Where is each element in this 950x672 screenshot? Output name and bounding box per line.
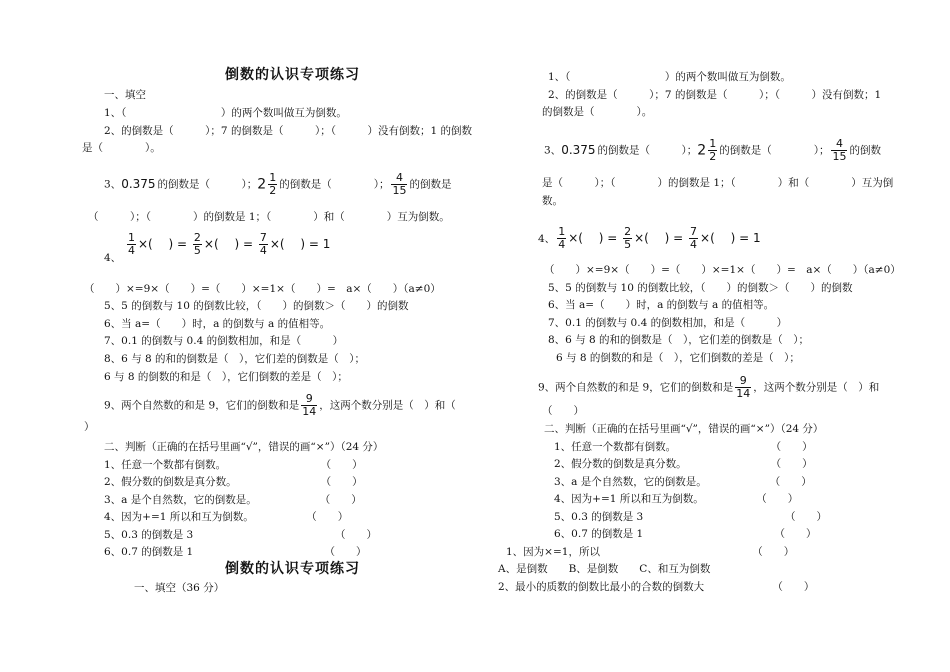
numerator: 1: [128, 231, 135, 244]
denominator: 5: [624, 238, 632, 251]
question-text: 的倒数: [849, 144, 881, 157]
fraction: [557, 226, 566, 251]
question-6: 6、当 a=（ ）时，a 的倒数与 a 的值相等。: [548, 299, 775, 311]
numerator: 4: [835, 137, 843, 150]
fraction: [268, 172, 277, 197]
section-fill-blank-36: 一、填空（36 分）: [134, 582, 225, 594]
fraction: [689, 226, 698, 251]
question-3-cont: （ ）；（ ）的倒数是 1；（ ）和（ ）互为倒数。: [88, 211, 450, 223]
fraction: [193, 232, 202, 257]
numerator: 7: [259, 231, 267, 244]
question-text: 的倒数是（ ）；: [597, 144, 698, 157]
mixed-whole: 2: [697, 142, 707, 159]
question-text: 的倒数是（ ）；: [719, 144, 830, 157]
judge-5: 5、0.3 的倒数是 3 （ ）: [104, 529, 377, 541]
denominator: 4: [128, 244, 135, 257]
question-text: 9、两个自然数的和是 9，它们的倒数和是: [104, 399, 300, 412]
question-text: 的倒数是（ ）；: [279, 178, 390, 191]
equation-text: ×( ) = 1: [700, 231, 761, 245]
fraction: [623, 226, 632, 251]
fraction: [127, 232, 136, 257]
question-3-cont: 是（ ）；（ ）的倒数是 1；（ ）和（ ）互为倒: [542, 177, 894, 189]
judge-1: 1、任意一个数都有倒数。 （ ）: [554, 441, 813, 453]
question-4-equation: [538, 226, 761, 251]
question-3: [104, 172, 451, 197]
worksheet-title-repeat: 倒数的认识专项练习: [225, 561, 360, 577]
question-text: 9、两个自然数的和是 9，它们的倒数和是: [538, 381, 734, 394]
question-text: 的倒数是（ ）；: [157, 178, 258, 191]
question-5: 5、5 的倒数与 10 的倒数比较，（ ）的倒数＞（ ）的倒数: [548, 282, 853, 294]
question-4-chain: （ ）×=9×（ ）=（ ）×=1×（ ）= a×（ ）（a≠0）: [544, 264, 901, 276]
question-8-cont: 6 与 8 的倒数的和是（ ），它们倒数的差是（ ）；: [556, 352, 800, 364]
judge-3: 3、a 是个自然数，它的倒数是。 （ ）: [104, 494, 362, 506]
mixed-whole: 2: [257, 176, 267, 193]
question-text: ，这两个数分别是（ ）和: [753, 381, 880, 394]
numerator: 9: [305, 392, 313, 405]
fraction: [259, 232, 268, 257]
question-7: 7、0.1 的倒数与 0.4 的倒数相加，和是（ ）: [548, 317, 788, 329]
question-9: [538, 375, 879, 400]
numerator: 9: [739, 374, 747, 387]
fraction: [831, 138, 847, 163]
judge-6: 6、0.7 的倒数是 1 （ ）: [554, 528, 817, 540]
question-text: 的倒数是: [409, 178, 452, 191]
section-fill-blank: 一、填空: [104, 89, 146, 101]
choice-2: 2、最小的质数的倒数比最小的合数的倒数大 （ ）: [498, 581, 815, 593]
judge-2: 2、假分数的倒数是真分数。 （ ）: [104, 476, 363, 488]
denominator: 4: [690, 238, 698, 251]
question-2-cont: 是（ ）。: [82, 142, 161, 154]
question-3-cont2: 数。: [542, 195, 563, 207]
question-text: ，这两个数分别是（ ）和（: [319, 399, 456, 412]
fraction: [391, 172, 407, 197]
denominator: 2: [709, 150, 717, 163]
question-4-chain: （ ）×=9×（ ）=（ ）×=1×（ ）= a×（ ）（a≠0）: [84, 283, 441, 295]
denominator: 15: [392, 184, 407, 197]
question-3: [544, 138, 881, 163]
judge-2: 2、假分数的倒数是真分数。 （ ）: [554, 458, 813, 470]
equation-text: ×( ) =: [138, 237, 191, 251]
equation: [555, 225, 761, 251]
question-1: 1、（ ）的两个数叫做互为倒数。: [548, 71, 791, 83]
question-5: 5、5 的倒数与 10 的倒数比较，（ ）的倒数＞（ ）的倒数: [104, 300, 409, 312]
question-2: 2、的倒数是（ ）；7 的倒数是（ ）；（ ）没有倒数；1: [548, 89, 882, 101]
judge-4: 4、因为+=1 所以和互为倒数。 （ ）: [554, 493, 799, 505]
question-6: 6、当 a=（ ）时，a 的倒数与 a 的值相等。: [104, 318, 331, 330]
question-1: 1、（ ）的两个数叫做互为倒数。: [104, 107, 347, 119]
denominator: 15: [832, 150, 847, 163]
equation-text: ×( ) =: [568, 231, 622, 245]
question-number: 4、: [538, 233, 556, 245]
worksheet-title: 倒数的认识专项练习: [225, 67, 360, 83]
decimal-value: 0.375: [561, 142, 596, 157]
equation-text: ×( ) =: [634, 231, 688, 245]
numerator: 1: [709, 137, 717, 150]
fraction: [735, 375, 751, 400]
equation-text: ×( ) =: [203, 237, 257, 251]
fraction: [301, 393, 317, 418]
question-2: 2、的倒数是（ ）；7 的倒数是（ ）；（ ）没有倒数；1 的倒数: [104, 125, 472, 137]
numerator: 2: [624, 225, 632, 238]
numerator: 1: [558, 225, 566, 238]
question-9: [104, 393, 456, 418]
question-4-equation: [125, 232, 330, 257]
question-9-cont: （ ）: [542, 405, 584, 417]
choice-1-options: A、是倒数 B、是倒数 C、和互为倒数: [498, 563, 711, 575]
question-number: 3、: [104, 178, 122, 191]
numerator: 7: [690, 225, 698, 238]
question-2-cont: 的倒数是（ ）。: [542, 106, 653, 118]
question-8: 8、6 与 8 的和的倒数是（ ），它们差的倒数是（ ）；: [548, 334, 810, 346]
question-8-cont: 6 与 8 的倒数的和是（ ），它们倒数的差是（ ）；: [104, 371, 348, 383]
judge-1: 1、任意一个数都有倒数。 （ ）: [104, 459, 363, 471]
question-4-label: 4、: [104, 252, 122, 264]
section-true-false: 二、判断（正确的在括号里画“√”，错误的画“×”）（24 分）: [104, 441, 384, 453]
denominator: 4: [259, 244, 267, 257]
judge-5: 5、0.3 的倒数是 3 （ ）: [554, 511, 827, 523]
question-7: 7、0.1 的倒数与 0.4 的倒数相加，和是（ ）: [104, 335, 344, 347]
question-9-cont: ）: [84, 421, 95, 433]
numerator: 4: [395, 171, 403, 184]
decimal-value: 0.375: [121, 176, 156, 191]
question-8: 8、6 与 8 的和的倒数是（ ），它们差的倒数是（ ）；: [104, 353, 366, 365]
section-true-false: 二、判断（正确的在括号里画“√”，错误的画“×”）（24 分）: [544, 423, 824, 435]
denominator: 14: [736, 387, 751, 400]
question-number: 3、: [544, 144, 562, 157]
equation-text: ×( ) = 1: [269, 237, 331, 251]
numerator: 1: [269, 171, 277, 184]
numerator: 2: [193, 231, 201, 244]
fraction: [708, 138, 717, 163]
denominator: 2: [269, 184, 277, 197]
denominator: 4: [558, 238, 566, 251]
judge-3: 3、a 是个自然数，它的倒数是。 （ ）: [554, 476, 812, 488]
choice-1: 1、因为×=1，所以 （ ）: [506, 546, 795, 558]
judge-6: 6、0.7 的倒数是 1 （ ）: [104, 546, 367, 558]
denominator: 5: [193, 244, 201, 257]
denominator: 14: [302, 405, 317, 418]
judge-4: 4、因为+=1 所以和互为倒数。 （ ）: [104, 511, 349, 523]
